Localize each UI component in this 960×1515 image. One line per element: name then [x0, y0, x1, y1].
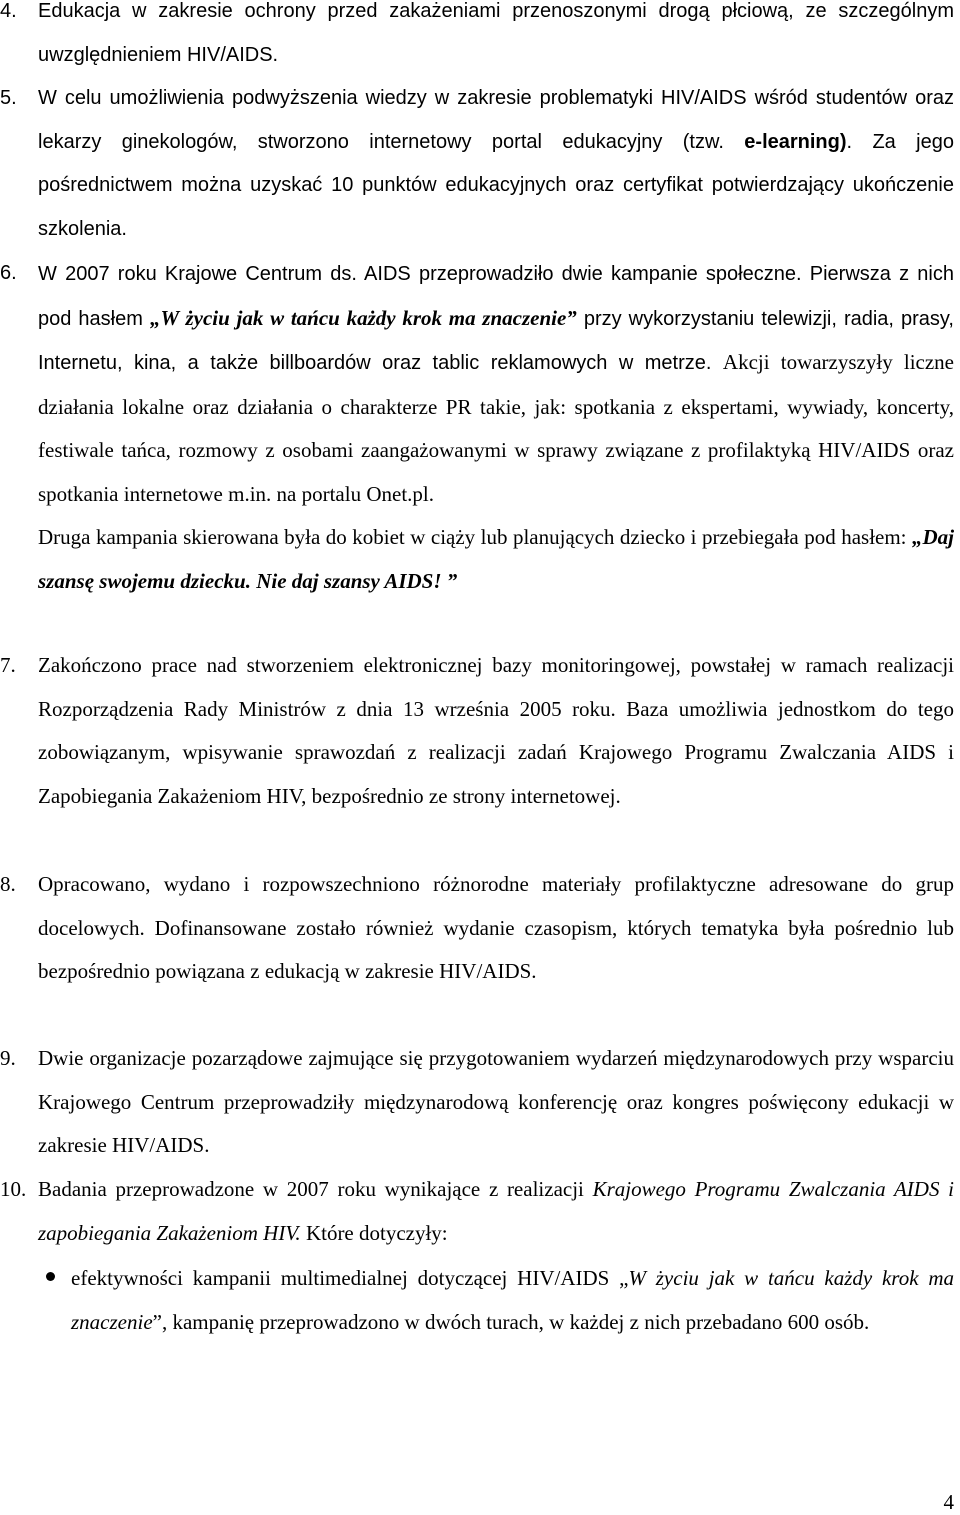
campaign-slogan: „Daj szansę swojemu dziecku. Nie daj szansy AIDS! ”	[38, 525, 954, 593]
page-number: 4	[943, 1490, 954, 1514]
bullet-icon	[46, 1272, 55, 1281]
list-item-number: 5.	[0, 87, 17, 109]
list-item-number: 6.	[0, 262, 17, 284]
program-name: Krajowego Programu Zwalczania AIDS i zapobiegania Zakażeniom HIV.	[38, 1177, 954, 1245]
list-item-text: Dwie organizacje pozarządowe zajmujące się przygotowaniem wydarzeń międzynarodowych przy wsparciu Krajowego Centrum przeprowadziły międzynarodową konferencję oraz kongres poświęcony edukacji w zakresie HIV/AIDS.	[38, 1046, 954, 1157]
list-item-number: 8.	[0, 872, 16, 896]
campaign-slogan: „W życiu jak w tańcu każdy krok ma znaczenie”	[149, 305, 577, 330]
bullet-text: efektywności kampanii multimedialnej dotyczącej HIV/AIDS „W życiu jak w tańcu każdy krok ma znaczenie”, kampanię przeprowadzono w dwóch turach, w każdej z nich przebadano 600 osób.	[71, 1266, 954, 1334]
campaign-slogan: W życiu jak w tańcu każdy krok ma znaczenie	[71, 1266, 954, 1334]
list-item-number: 4.	[0, 0, 17, 22]
list-item-text: Opracowano, wydano i rozpowszechniono różnorodne materiały profilaktyczne adresowane do grup docelowych. Dofinansowane zostało również wydanie czasopism, których tematyka była pośrednio lub bezpośrednio powiązana z edukacją w zakresie HIV/AIDS.	[38, 872, 954, 983]
list-item-number: 10.	[0, 1177, 27, 1201]
list-item-text: Zakończono prace nad stworzeniem elektronicznej bazy monitoringowej, powstałej w ramach realizacji Rozporządzenia Rady Ministrów z dnia 13 września 2005 roku. Baza umożliwia jednostkom do tego zobowiązanym, wpisywanie sprawozdań z realizacji zadań Krajowego Programu Zwalczania AIDS i Zapobiegania Zakażeniom HIV, bezpośrednio ze strony internetowej.	[38, 653, 954, 808]
list-item-number: 7.	[0, 653, 16, 677]
list-item-text: Badania przeprowadzone w 2007 roku wynikające z realizacji Krajowego Programu Zwalczania AIDS i zapobiegania Zakażeniom HIV. Które dotyczyły:	[38, 1177, 954, 1245]
e-learning-term: e-learning)	[744, 130, 847, 153]
list-item-text: W celu umożliwienia podwyższenia wiedzy w zakresie problematyki HIV/AIDS wśród studentów oraz lekarzy ginekologów, stworzono internetowy portal edukacyjny (tzw. e-learning). Za jego pośrednictwem można uzyskać 10 punktów edukacyjnych oraz certyfikat potwierdzający ukończenie szkolenia.	[38, 87, 954, 240]
list-item-text: Edukacja w zakresie ochrony przed zakażeniami przenoszonymi drogą płciową, ze szczególnym uwzględnieniem HIV/AIDS.	[38, 0, 954, 66]
list-item-number: 9.	[0, 1046, 16, 1070]
list-item-text: W 2007 roku Krajowe Centrum ds. AIDS przeprowadziło dwie kampanie społeczne. Pierwsza z nich pod hasłem „W życiu jak w tańcu każdy krok ma znaczenie” przy wykorzystaniu telewizji, radia, prasy, Internetu, kina, a także billboardów oraz tablic reklamowych w metrze. Akcji towarzyszyły liczne działania lokalne oraz działania o charakterze PR takie, jak: spotkania z ekspertami, wywiady, koncerty, festiwale tańca, rozmowy z osobami zaangażowanymi w sprawy związane z profilaktyką HIV/AIDS oraz spotkania internetowe m.in. na portalu Onet.pl. Druga kampania skierowana była do kobiet w ciąży lub planujących dziecko i przebiegała pod hasłem: „Daj szansę swojemu dziecku. Nie daj szansy AIDS! ”	[38, 263, 954, 593]
